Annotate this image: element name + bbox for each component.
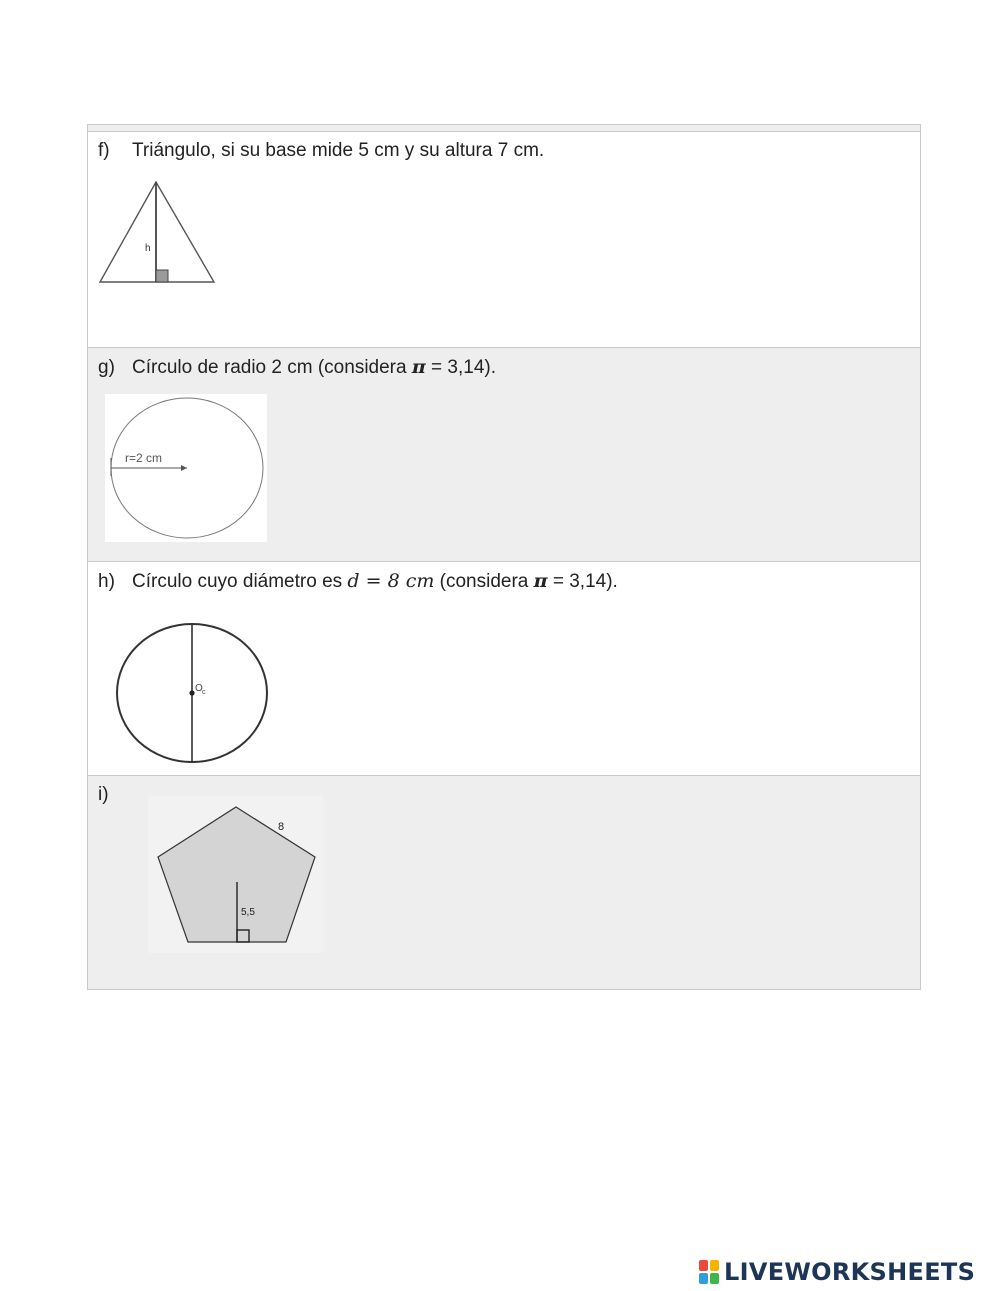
side-label: 8 [278, 821, 285, 833]
exercise-i-statement [98, 784, 132, 806]
radius-label: r=2 cm [125, 451, 163, 465]
exercise-i-letter: i) [98, 784, 109, 805]
center-subscript: c [202, 689, 206, 696]
exercise-g-letter: g) [98, 357, 115, 378]
exercise-h-statement [98, 570, 618, 593]
exercise-g-row [88, 348, 920, 562]
center-point [189, 690, 194, 695]
circle-diameter-figure [110, 616, 276, 768]
pi-symbol: π [533, 570, 548, 592]
apothem-label: 5,5 [241, 907, 255, 918]
height-label: h [145, 243, 151, 254]
exercise-f-letter: f) [98, 140, 110, 161]
circle-radius-figure [105, 394, 267, 542]
triangle-figure [98, 178, 218, 288]
exercise-f-row [88, 132, 920, 348]
worksheet-table [87, 124, 921, 990]
exercise-g-statement [98, 356, 496, 379]
exercise-g-text-after: = 3,14). [425, 357, 497, 378]
diameter-formula: d = 8 cm [347, 570, 435, 592]
exercise-h-text-before: Círculo cuyo diámetro es [132, 571, 348, 592]
exercise-f-statement [98, 140, 544, 162]
exercise-i-row [88, 776, 920, 989]
exercise-f-text: Triángulo, si su base mide 5 cm y su altura 7 cm. [132, 140, 545, 161]
liveworksheets-footer [698, 1256, 975, 1288]
exercise-h-text-middle: (considera [434, 571, 534, 592]
pi-symbol: π [411, 356, 426, 378]
right-angle-marker [156, 270, 168, 282]
exercise-h-row [88, 562, 920, 776]
liveworksheets-logo-icon [698, 1259, 720, 1285]
center-label: O [195, 683, 203, 694]
exercise-g-text-before: Círculo de radio 2 cm (considera [132, 357, 412, 378]
pentagon-figure [148, 796, 323, 953]
exercise-h-letter: h) [98, 571, 115, 592]
exercise-h-text-after: = 3,14). [547, 571, 618, 592]
table-top-strip [88, 125, 920, 132]
liveworksheets-brand: LIVEWORKSHEETS [724, 1258, 976, 1286]
